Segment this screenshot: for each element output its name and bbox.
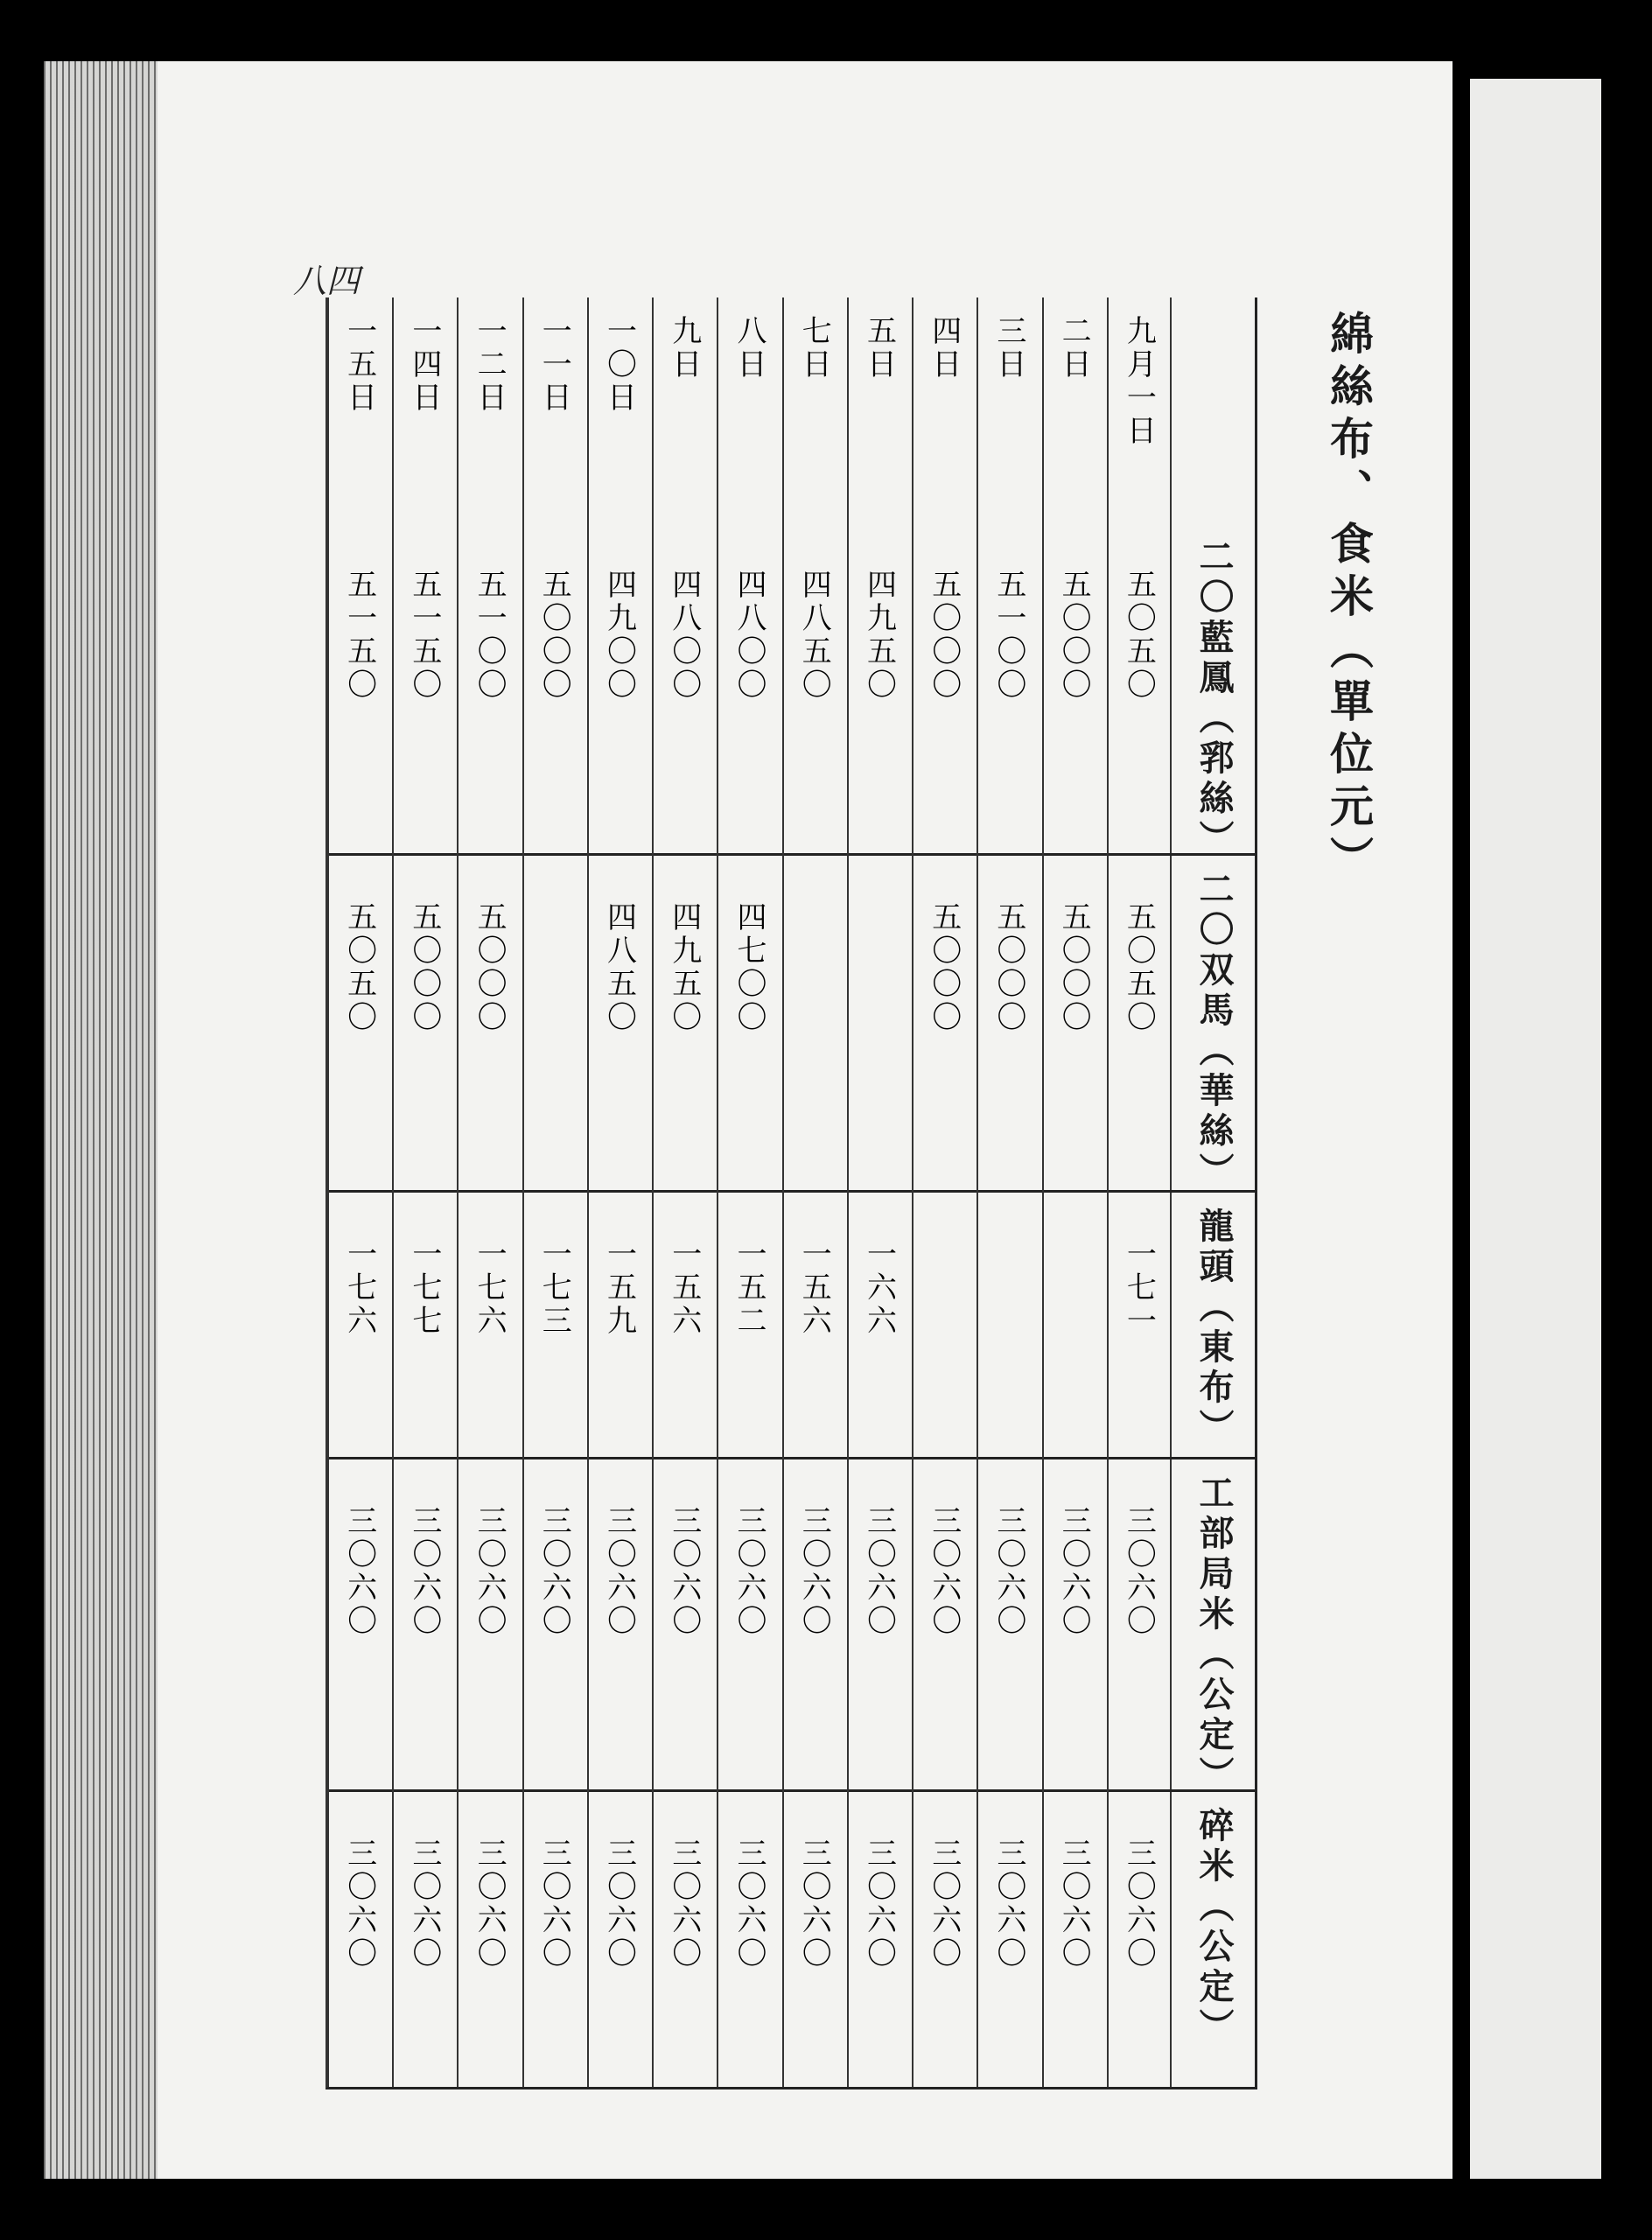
row-divider [522,298,524,2087]
price-cell-longtou: 一五六 [666,1238,702,1338]
date-cell: 九月一日 [1121,315,1157,448]
date-cell: 一四日 [406,315,442,415]
price-cell-lanfeng: 五〇〇〇 [1056,569,1092,702]
price-cell-gongbu: 三〇六〇 [601,1505,637,1638]
price-cell-gongbu: 三〇六〇 [861,1505,897,1638]
column-header-lanfeng: 二〇藍鳳（郛絲） [1194,538,1235,860]
price-cell-gongbu: 三〇六〇 [341,1505,377,1638]
date-cell: 一五日 [341,315,377,415]
price-cell-suimi: 三〇六〇 [406,1838,442,1970]
price-cell-longtou: 一五二 [732,1238,766,1338]
section-divider [327,853,1255,856]
price-cell-lanfeng: 四八五〇 [796,569,832,702]
row-divider [847,298,849,2087]
price-cell-suimi: 三〇六〇 [926,1838,962,1970]
row-divider [587,298,589,2087]
section-divider [327,1190,1255,1193]
price-cell-lanfeng: 五一五〇 [341,569,377,702]
column-header-gongbu: 工部局米（公定） [1194,1474,1235,1796]
row-divider [912,298,914,2087]
price-cell-lanfeng: 四九〇〇 [601,569,637,702]
date-cell: 八日 [732,315,766,382]
row-divider [782,298,784,2087]
date-cell: 三日 [990,315,1026,382]
date-cell: 五日 [861,315,897,382]
price-cell-suimi: 三〇六〇 [472,1838,508,1970]
price-cell-suimi: 三〇六〇 [536,1838,572,1970]
price-cell-longtou: 一五九 [601,1238,637,1338]
page-edge [1452,52,1470,2214]
row-divider [1042,298,1044,2087]
price-cell-longtou: 一七一 [1121,1238,1157,1338]
price-cell-shuangma: 五〇〇〇 [1056,901,1092,1034]
price-cell-lanfeng: 五〇五〇 [1121,569,1157,702]
price-cell-shuangma: 五〇〇〇 [926,901,962,1034]
price-cell-shuangma: 五〇〇〇 [472,901,508,1034]
date-cell: 一二日 [472,315,508,415]
price-cell-shuangma: 四九五〇 [666,901,702,1034]
price-cell-shuangma: 四七〇〇 [732,901,766,1034]
date-cell: 七日 [796,315,832,382]
price-cell-suimi: 三〇六〇 [341,1838,377,1970]
price-cell-longtou: 一七六 [472,1238,508,1338]
price-cell-gongbu: 三〇六〇 [666,1505,702,1638]
price-cell-gongbu: 三〇六〇 [1121,1505,1157,1638]
price-cell-gongbu: 三〇六〇 [990,1505,1026,1638]
price-cell-longtou: 一五六 [796,1238,832,1338]
date-cell: 二日 [1056,315,1092,382]
price-cell-gongbu: 三〇六〇 [732,1505,766,1638]
price-cell-suimi: 三〇六〇 [666,1838,702,1970]
row-divider [1107,298,1109,2087]
price-cell-lanfeng: 四八〇〇 [666,569,702,702]
price-cell-lanfeng: 四八〇〇 [732,569,766,702]
price-cell-shuangma: 五〇五〇 [341,901,377,1034]
price-cell-lanfeng: 五〇〇〇 [926,569,962,702]
price-cell-shuangma: 五〇〇〇 [406,901,442,1034]
date-cell: 一〇日 [601,315,637,415]
row-divider [392,298,394,2087]
price-cell-gongbu: 三〇六〇 [406,1505,442,1638]
row-divider [327,298,329,2087]
price-cell-lanfeng: 五一〇〇 [472,569,508,702]
price-cell-lanfeng: 四九五〇 [861,569,897,702]
price-cell-lanfeng: 五一五〇 [406,569,442,702]
section-divider [327,1789,1255,1792]
price-cell-shuangma: 五〇〇〇 [990,901,1026,1034]
price-cell-gongbu: 三〇六〇 [796,1505,832,1638]
price-cell-suimi: 三〇六〇 [861,1838,897,1970]
row-divider [457,298,458,2087]
price-cell-suimi: 三〇六〇 [1056,1838,1092,1970]
row-divider [976,298,978,2087]
price-cell-suimi: 三〇六〇 [990,1838,1026,1970]
price-table [326,298,1257,2090]
column-header-suimi: 碎米（公定） [1194,1807,1235,2048]
price-cell-longtou: 一七六 [341,1238,377,1338]
row-divider [652,298,654,2087]
row-divider [717,298,718,2087]
price-cell-longtou: 一六六 [861,1238,897,1338]
price-cell-gongbu: 三〇六〇 [1056,1505,1092,1638]
corner-mark: 八四 [293,262,360,300]
price-cell-suimi: 三〇六〇 [796,1838,832,1970]
price-cell-longtou: 一七七 [406,1238,442,1338]
price-cell-longtou: 一七三 [536,1238,572,1338]
price-cell-suimi: 三〇六〇 [732,1838,766,1970]
date-cell: 四日 [926,315,962,382]
price-cell-shuangma: 四八五〇 [601,901,637,1034]
facing-page-strip [1470,79,1601,2179]
price-cell-gongbu: 三〇六〇 [536,1505,572,1638]
section-divider [327,1457,1255,1460]
price-cell-gongbu: 三〇六〇 [472,1505,508,1638]
price-cell-gongbu: 三〇六〇 [926,1505,962,1638]
page-title: 綿絲布、食米（單位元） [1323,311,1375,888]
date-cell: 九日 [666,315,702,382]
column-header-shuangma: 二〇双馬（華絲） [1194,871,1235,1193]
price-cell-lanfeng: 五一〇〇 [990,569,1026,702]
price-cell-suimi: 三〇六〇 [601,1838,637,1970]
column-header-longtou: 龍頭（東布） [1194,1208,1235,1449]
date-cell: 一一日 [536,315,572,415]
price-cell-shuangma: 五〇五〇 [1121,901,1157,1034]
price-cell-lanfeng: 五〇〇〇 [536,569,572,702]
price-cell-suimi: 三〇六〇 [1121,1838,1157,1970]
